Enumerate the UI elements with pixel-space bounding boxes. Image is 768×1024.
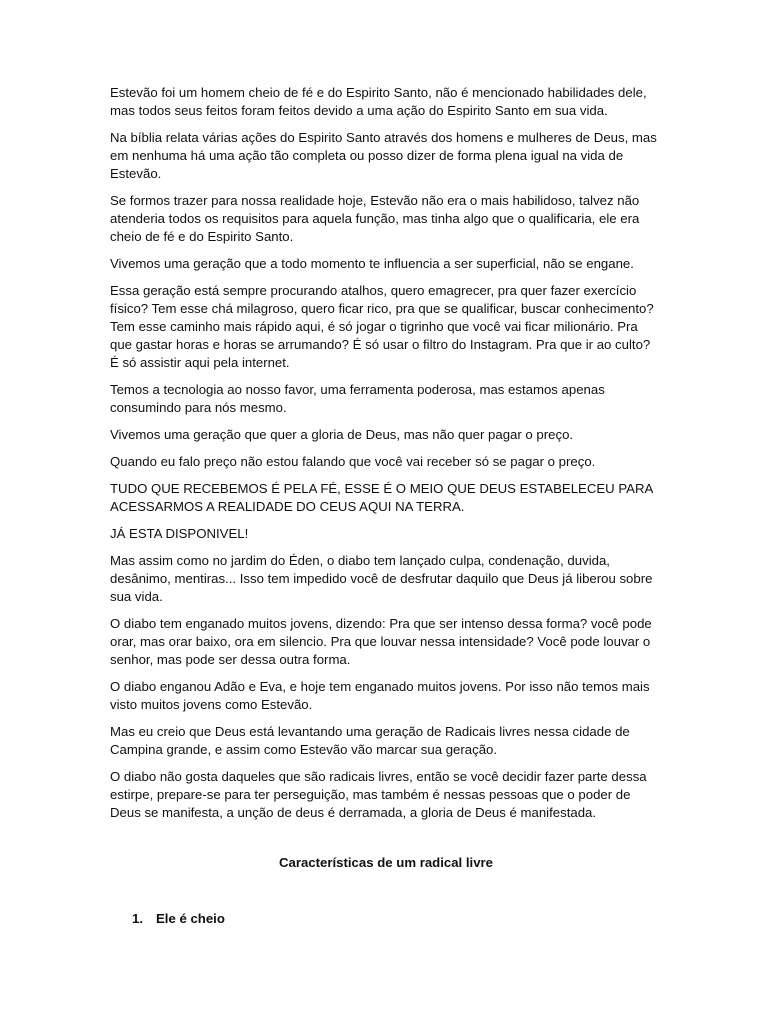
list-item bbox=[110, 910, 662, 928]
paragraph-13: O diabo enganou Adão e Eva, e hoje tem enganado muitos jovens. Por isso não temos mais visto muitos jovens como Estevão. bbox=[110, 679, 650, 712]
list-item-text: Ele é cheio bbox=[156, 911, 225, 926]
paragraph-1: Estevão foi um homem cheio de fé e do Espirito Santo, não é mencionado habilidades dele, mas todos seus feitos foram feitos devido a uma ação do Espirito Santo em sua vida. bbox=[110, 85, 647, 118]
list-item-number: 1. bbox=[132, 911, 143, 926]
paragraph-11: Mas assim como no jardim do Éden, o diabo tem lançado culpa, condenação, duvida, desânimo, mentiras... Isso tem impedido você de desfrutar daquilo que Deus já liberou sobre sua vida. bbox=[110, 553, 653, 604]
paragraph-4: Vivemos uma geração que a todo momento te influencia a ser superficial, não se engane. bbox=[110, 256, 634, 271]
paragraph-7: Vivemos uma geração que quer a gloria de Deus, mas não quer pagar o preço. bbox=[110, 427, 574, 442]
paragraph-2: Na bíblia relata várias ações do Espirito Santo através dos homens e mulheres de Deus, mas em nenhuma há uma ação tão completa ou posso dizer de forma plena igual na vida de Estevão. bbox=[110, 130, 657, 181]
paragraph-14: Mas eu creio que Deus está levantando uma geração de Radicais livres nessa cidade de Campina grande, e assim como Estevão vão marcar sua geração. bbox=[110, 724, 630, 757]
paragraph-8: Quando eu falo preço não estou falando que você vai receber só se pagar o preço. bbox=[110, 454, 596, 469]
paragraph-9: TUDO QUE RECEBEMOS É PELA FÉ, ESSE É O MEIO QUE DEUS ESTABELECEU PARA ACESSARMOS A REALIDADE DO CEUS AQUI NA TERRA. bbox=[110, 481, 653, 514]
paragraph-3: Se formos trazer para nossa realidade hoje, Estevão não era o mais habilidoso, talvez não atenderia todos os requisitos para aquela função, mas tinha algo que o qualificaria, ele era cheio de fé e do Espirito Santo. bbox=[110, 193, 640, 244]
paragraph-5: Essa geração está sempre procurando atalhos, quero emagrecer, pra quer fazer exercício físico? Tem esse chá milagroso, quero ficar rico, pra que se qualificar, buscar conhecimento? Tem esse caminho mais rápido aqui, é só jogar o tigrinho que você vai ficar milionário. Pra que gastar horas e horas se arrumando? É só usar o filtro do Instagram. Pra que ir ao culto? É só assistir aqui pela internet. bbox=[110, 283, 654, 370]
paragraph-10: JÁ ESTA DISPONIVEL! bbox=[110, 526, 249, 541]
document-page bbox=[110, 84, 662, 928]
paragraph-15: O diabo não gosta daqueles que são radicais livres, então se você decidir fazer parte dessa estirpe, prepare-se para ter perseguição, mas também é nessas pessoas que o poder de Deus se manifesta, a unção de deus é derramada, a gloria de Deus é manifestada. bbox=[110, 769, 647, 820]
section-title: Características de um radical livre bbox=[278, 855, 494, 870]
numbered-list bbox=[110, 910, 662, 928]
paragraph-12: O diabo tem enganado muitos jovens, dizendo: Pra que ser intenso dessa forma? você pode orar, mas orar baixo, ora em silencio. Pra que louvar nessa intensidade? Você pode louvar o senhor, mas pode ser dessa outra forma. bbox=[110, 616, 652, 667]
paragraph-6: Temos a tecnologia ao nosso favor, uma ferramenta poderosa, mas estamos apenas consumindo para nós mesmo. bbox=[110, 382, 605, 415]
